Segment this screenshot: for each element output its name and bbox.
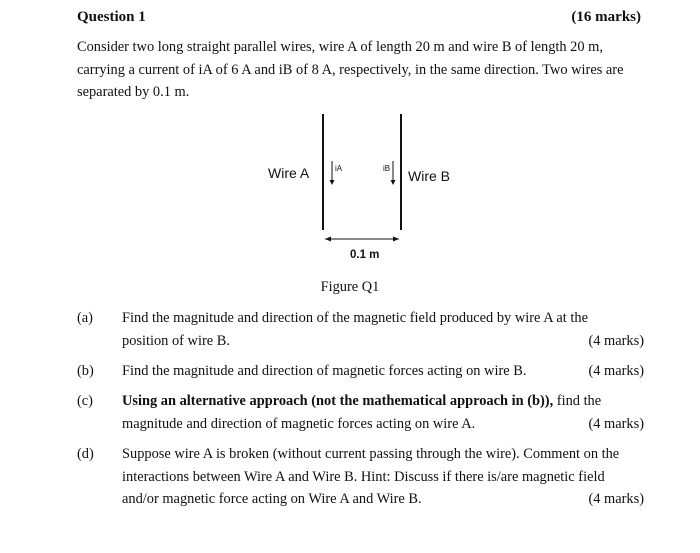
part-c-line-1-bold: Using an alternative approach (not the mathematical approach in (b)), [122, 393, 554, 409]
part-c [77, 390, 647, 436]
question-title: Question 1 [77, 9, 146, 25]
part-d-line-1: Suppose wire A is broken (without current passing through the wire). Comment on the [122, 446, 620, 462]
part-c-marks: (4 marks) [588, 415, 644, 432]
part-c-text [122, 390, 644, 435]
current-a-label: iA [335, 164, 343, 173]
figure-q1 [0, 108, 700, 268]
part-d-line-2: interactions between Wire A and Wire B. Hint: Discuss if there is/are magnetic field [122, 468, 605, 485]
current-b-arrowhead [391, 180, 396, 185]
part-a-line-2 [122, 330, 644, 353]
part-d-text [122, 443, 644, 511]
part-d-line-3-text: and/or magnetic force acting on Wire A and Wire B. [122, 491, 422, 507]
part-b-label: (b) [77, 363, 94, 379]
figure-caption: Figure Q1 [320, 279, 380, 295]
part-a-line-2-text: position of wire B. [122, 332, 230, 349]
wires-diagram [0, 108, 700, 268]
separation-label: 0.1 m [350, 249, 380, 261]
part-b [77, 360, 647, 383]
question-intro [77, 36, 643, 104]
part-a-text [122, 307, 644, 352]
question-total-marks: (16 marks) [571, 9, 641, 25]
current-a-arrowhead [330, 180, 335, 185]
intro-line-2 [77, 59, 643, 82]
part-c-line-1-rest: find the [553, 393, 602, 409]
part-b-line-1 [122, 360, 644, 383]
part-c-label: (c) [77, 393, 93, 409]
part-a-label: (a) [77, 310, 93, 326]
separation-arrowhead-left [325, 237, 331, 242]
current-b-label: iB [383, 164, 391, 173]
part-c-line-2 [122, 413, 644, 436]
part-d-label: (d) [77, 446, 94, 462]
wire-b-label: Wire B [408, 168, 450, 184]
intro-line-3: separated by 0.1 m. [77, 84, 190, 100]
part-b-marks: (4 marks) [588, 363, 644, 379]
part-a-line-1: Find the magnitude and direction of the magnetic field produced by wire A at the [122, 310, 588, 326]
part-c-line-2-text: magnitude and direction of magnetic forces acting on wire A. [122, 415, 476, 432]
part-a [77, 307, 647, 353]
intro-line-1: Consider two long straight parallel wires, wire A of length 20 m and wire B of length 20 m, [77, 39, 603, 55]
part-d-line-3 [122, 488, 644, 511]
wire-a-label: Wire A [268, 165, 310, 181]
intro-line-2-text: carrying a current of iA of 6 A and iB of 8 A, respectively, in the same direction. Two wires are [77, 61, 624, 78]
part-b-text [122, 360, 644, 383]
part-c-line-1 [122, 390, 644, 413]
part-a-marks: (4 marks) [588, 332, 644, 349]
separation-arrowhead-right [393, 237, 399, 242]
part-d-marks: (4 marks) [588, 491, 644, 507]
part-b-line-1-text: Find the magnitude and direction of magnetic forces acting on wire B. [122, 363, 527, 379]
part-d [77, 443, 647, 511]
